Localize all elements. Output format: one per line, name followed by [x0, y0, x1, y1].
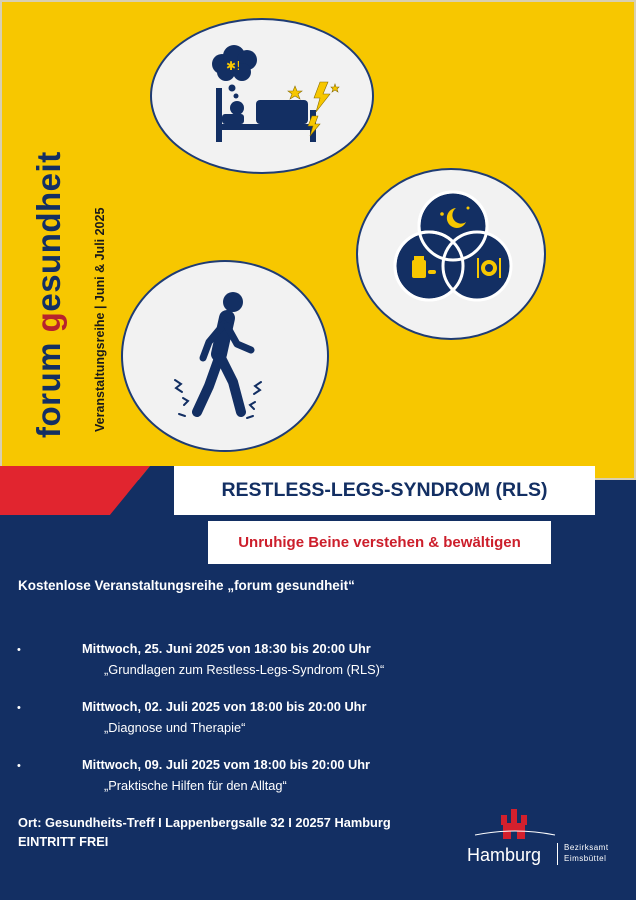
restless-legs-icon [123, 262, 329, 452]
event-topic: „Praktische Hilfen für den Alltag“ [104, 778, 287, 793]
event-topic: „Diagnose und Therapie“ [104, 720, 246, 735]
series-intro: Kostenlose Veranstaltungsreihe „forum gesundheit“ [18, 578, 355, 593]
event-date: Mittwoch, 25. Juni 2025 von 18:30 bis 20:00 Uhr [82, 641, 371, 656]
event-location: Ort: Gesundheits-Treff I Lappenbergsalle 32 I 20257 Hamburg [18, 815, 391, 830]
logo-department-line1: Bezirksamt [564, 843, 609, 852]
event-title: RESTLESS-LEGS-SYNDROM (RLS) [221, 479, 548, 501]
bullet: • [17, 702, 21, 714]
sleepless-bed-circle [150, 18, 374, 174]
brand-logo-text: forum gesundheit [30, 151, 67, 438]
title-box [174, 466, 595, 515]
logo-divider [557, 843, 558, 865]
event-subtitle: Unruhige Beine verstehen & bewältigen [238, 534, 521, 551]
lifestyle-venn-circle [356, 168, 546, 340]
svg-text:✱!: ✱! [226, 59, 241, 73]
subtitle-box [208, 521, 551, 564]
bullet: • [17, 760, 21, 772]
event-date: Mittwoch, 02. Juli 2025 von 18:00 bis 20:00 Uhr [82, 699, 367, 714]
event-topic: „Grundlagen zum Restless-Legs-Syndrom (RLS)“ [104, 662, 385, 677]
restless-walker-circle [121, 260, 329, 452]
venn-diagram-icon [358, 170, 546, 340]
event-date: Mittwoch, 09. Juli 2025 vom 18:00 bis 20:00 Uhr [82, 757, 371, 772]
series-label: Veranstaltungsreihe | Juni & Juli 2025 [93, 207, 107, 432]
bullet: • [17, 644, 21, 656]
logo-department-line2: Eimsbüttel [564, 854, 607, 863]
logo-city: Hamburg [467, 845, 542, 865]
sleepless-bed-icon [152, 20, 374, 174]
admission-info: EINTRITT FREI [18, 834, 109, 849]
